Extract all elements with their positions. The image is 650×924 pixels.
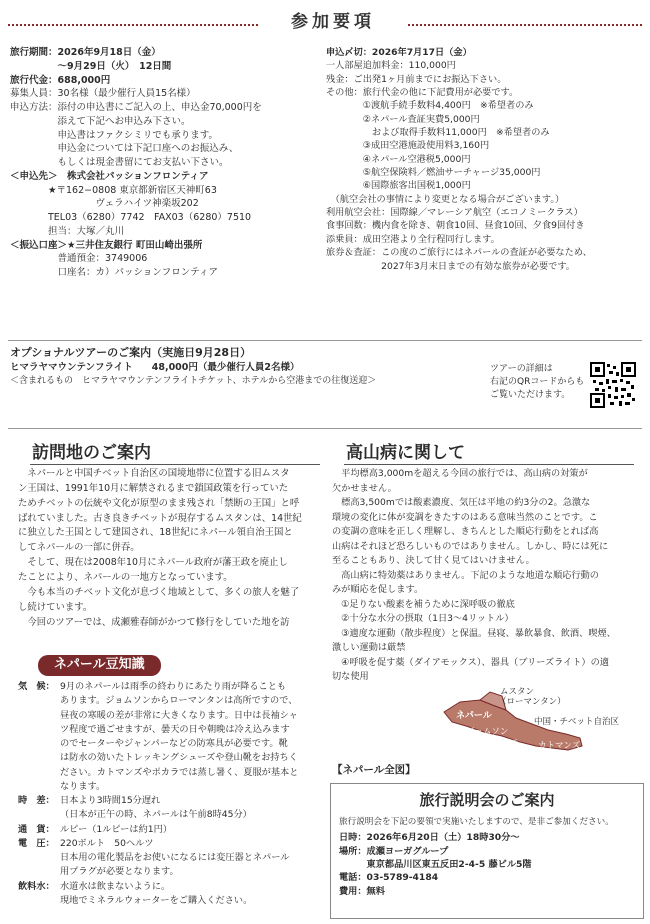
- trivia-key: 時 差：: [18, 795, 55, 806]
- trivia-text: なります。: [60, 780, 106, 792]
- trivia-text: のでセーターやジャンパーなどの防寒具が必要です。靴: [60, 738, 288, 749]
- briefing-intro: 旅行説明会を下記の要領で実施いたしますので、是非ご参加ください。: [339, 816, 614, 827]
- trivia-text: 現地でミネラルウォーターをご購入ください。: [60, 894, 253, 906]
- trivia-text: は防水の効いたトレッキングシューズや登山靴をお持ちく: [60, 752, 298, 764]
- detail-line: 旅行代金：688,000円: [10, 74, 111, 86]
- detail-line: ②ネパール査証実費5,000円: [326, 113, 480, 125]
- map-label-pokhara: ポカラ: [494, 739, 520, 749]
- divider: [8, 428, 642, 429]
- visit-body: [18, 467, 334, 630]
- map-label-kathmandu: カトマンズ: [538, 741, 581, 751]
- map-label-china: 中国・チベット自治区: [534, 717, 620, 727]
- trivia-text: ルピー（1ルピーは約1円）: [60, 823, 173, 835]
- optional-note: [490, 363, 590, 402]
- detail-line: ＜申込先＞ 株式会社パッションフロンティア: [10, 170, 209, 182]
- qr-code[interactable]: [590, 362, 636, 408]
- altitude-line: ③適度な運動（散歩程度）と保温。昼寝、暴飲暴食、飲酒、喫煙、: [332, 627, 616, 639]
- trivia-key: 電 圧：: [18, 837, 55, 849]
- visit-line: ばれていました。古き良きチベットが現存するムスタンは、14世紀: [18, 512, 302, 524]
- detail-line: 旅行期間：2026年9月18日（金）: [10, 47, 161, 58]
- trivia-value: [60, 880, 252, 909]
- visit-line: し続けています。: [18, 601, 93, 613]
- trivia-row: [18, 823, 318, 837]
- visit-title: 訪問地のご案内: [32, 443, 151, 463]
- briefing-details: [339, 831, 643, 898]
- optional-line: ＜含まれるもの ヒマラヤマウンテンフライトチケット、ホテルから空港までの往復送迎＞: [10, 375, 377, 386]
- detail-line: （航空会社の事情により変更となる場合がございます。）: [326, 193, 565, 205]
- detail-line: および取得手数料11,000円 ※希望者のみ: [326, 127, 550, 139]
- detail-line: 口座名：カ）パッションフロンティア: [10, 267, 219, 279]
- detail-line: ④ネパール空港税5,000円: [326, 153, 471, 165]
- trivia-value: [60, 794, 252, 823]
- trivia-key: 飲料水：: [18, 880, 55, 892]
- detail-line: 〜9月29日（火） 12日間: [10, 60, 172, 72]
- briefing-line: 費用：無料: [339, 885, 385, 897]
- detail-line: 募集人員：30名様（最少催行人員15名様）: [10, 88, 196, 100]
- map-label-jomsom: ジョムソン: [466, 727, 509, 737]
- altitude-line: ②十分な水分の摂取（1日3〜4リットル）: [332, 613, 514, 625]
- trivia-value: [60, 837, 289, 880]
- altitude-line: 標高3,500mでは酸素濃度、気圧は平地の約3分の2。急激な: [332, 497, 591, 509]
- trivia-text: 日本用の電化製品をお使いになるには変圧器とネパール: [60, 852, 290, 863]
- trivia-text: あります。ジョムソンからローマンタンは高所ですので、: [60, 695, 298, 707]
- detail-line: ③成田空港施設使用料3,160円: [326, 140, 490, 152]
- detail-line: 旅券＆査証：この度のご旅行にはネパールの査証が必要なため、: [326, 247, 592, 259]
- detail-line: TEL03（6280）7742 FAX03（6280）7510: [10, 212, 252, 224]
- trivia-text: 220ボルト 50ヘルツ: [60, 837, 154, 849]
- trivia-text: 日本より3時間15分遅れ: [60, 795, 161, 806]
- altitude-line: の変調の意味を正しく理解し、きちんとした順応行動をとれば高: [332, 526, 599, 538]
- visit-line: 今回のツアーでは、成瀬雅春師がかつて修行をしていた地を訪: [18, 616, 290, 628]
- divider: [8, 340, 642, 341]
- detail-line: 添えて下記へお申込み下さい。: [10, 115, 191, 127]
- detail-line: 申込方法：添付の申込書にご記入の上、申込金70,000円を: [10, 102, 262, 114]
- altitude-line: 欠かせません。: [332, 482, 397, 494]
- altitude-line: 切な使用: [332, 671, 369, 683]
- detail-line: ①渡航手続手数料4,400円 ※希望者のみ: [326, 100, 534, 112]
- briefing-line: 東京都品川区東五反田2-4-5 藤ビル5階: [339, 858, 532, 870]
- detail-line: 利用航空会社：国際線／マレーシア航空（エコノミークラス）: [326, 207, 583, 219]
- briefing-line: 日時：2026年6月20日（土）18時30分〜: [339, 832, 520, 844]
- altitude-line: ④呼吸を促す薬（ダイアモックス）、器具（ブリーズライト）の適: [332, 656, 609, 668]
- trivia-value: [60, 680, 298, 794]
- detail-line: 申込書はファクシミリでも承ります。: [10, 129, 219, 141]
- map-label-loman: （ローマンタン）: [498, 697, 566, 707]
- map-label-mustang: ムスタン: [500, 687, 535, 697]
- map-label-nepal: ネパール: [456, 711, 492, 721]
- visit-line: してネパールの一部に併吞。: [18, 542, 140, 554]
- trivia-value: [60, 823, 172, 837]
- trivia-text: 9月のネパールは雨季の終わりにあたり雨が降ることも: [60, 681, 287, 692]
- trivia-row: [18, 794, 318, 823]
- visit-line: 今も本当のチベット文化が息づく地域として、多くの旅人を魅了: [18, 586, 300, 598]
- detail-line: 2027年3月末日までの有効な旅券が必要です。: [326, 260, 575, 272]
- optional-title: オプショナルツアーのご案内（実施日9月28日）: [10, 346, 252, 359]
- note-line: ご覧いただけます。: [490, 390, 571, 401]
- trivia-row: [18, 880, 318, 909]
- trivia-key: 通 貨：: [18, 823, 55, 835]
- detail-line: ★〒162−0808 東京都新宿区天神町63: [10, 184, 217, 196]
- trivia-text: 昼夜の寒暖の差が非常に大きくなります。日中は長袖シャ: [60, 709, 298, 721]
- trivia-title: ネパール豆知識: [38, 655, 161, 676]
- visit-line: ためチベットの伝統や文化が原型のまま残され「禁断の王国」と呼: [18, 497, 300, 509]
- detail-line: 残金：ご出発1ヶ月前までにお振込下さい。: [326, 73, 507, 85]
- optional-line: ヒマラヤマウンテンフライト 48,000円（最少催行人員2名様）: [10, 361, 300, 373]
- briefing-title: 旅行説明会のご案内: [419, 791, 555, 809]
- trivia-text: 用プラグが必要となります。: [60, 866, 179, 878]
- briefing-line: 電話：03-5789-4184: [339, 872, 439, 884]
- visit-line: に独立した王国として建国され、18世紀にネパール領自治王国と: [18, 527, 293, 539]
- detail-line: ＜振込口座＞★三井住友銀行 町田山崎出張所: [10, 239, 203, 251]
- visit-line: たことにより、ネパールの一地方となっています。: [18, 572, 233, 584]
- visit-line: ネパールと中国チベット自治区の国境地帯に位置する旧ムスタ: [18, 468, 290, 479]
- trivia-text: ださい。カトマンズやポカラでは蒸し暑く、夏服が基本と: [60, 766, 299, 778]
- nepal-map: [440, 680, 644, 762]
- detail-line: ヴェラハイツ神楽坂202: [10, 198, 199, 210]
- visit-line: ン王国は、1991年10月に解禁されるまで鎖国政策を行っていた: [18, 482, 289, 494]
- trivia-text: （日本が正午の時、ネパールは午前8時45分）: [60, 809, 252, 821]
- trivia-text: ツ程度で過ごせますが、曇天の日や朝晩は冷え込みます: [60, 723, 290, 735]
- altitude-line: みが順応を促します。: [332, 584, 424, 596]
- altitude-underline: [344, 464, 634, 465]
- detail-line: 普通預金：3749006: [10, 253, 148, 265]
- detail-line: 一人部屋追加料金：110,000円: [326, 60, 456, 72]
- detail-line: 申込〆切：2026年7月17日（金）: [326, 47, 472, 58]
- detail-line: ⑥国際旅客出国税1,000円: [326, 180, 471, 192]
- note-line: 右記のQRコードからも: [490, 377, 585, 388]
- header: [8, 10, 642, 40]
- visit-line: そして、現在は2008年10月にネパール政府が藩王政を廃止し: [18, 557, 288, 569]
- detail-line: 添乗員：成田空港より全行程同行します。: [326, 233, 500, 245]
- altitude-title: 高山病に関して: [346, 443, 465, 463]
- left-details: [10, 46, 330, 280]
- briefing-box: [330, 783, 644, 919]
- altitude-line: ①足りない酸素を補うために深呼吸の徹底: [332, 598, 515, 610]
- altitude-line: 平均標高3,000mを超える今回の旅行では、高山病の対策が: [332, 468, 588, 479]
- detail-line: もしくは現金書留にてお支払い下さい。: [10, 157, 229, 169]
- altitude-line: 山病はそれほど恐ろしいものではありません。しかし、時には死に: [332, 540, 609, 552]
- altitude-line: 激しい運動は厳禁: [332, 642, 406, 654]
- detail-line: 食事回数：機内食を除き、朝食10回、昼食10回、夕食9回付き: [326, 220, 585, 232]
- detail-line: ⑤航空保険料／燃油サーチャージ35,000円: [326, 167, 541, 179]
- altitude-line: 至ることもあり、決して甘く見てはいけません。: [332, 555, 535, 567]
- trivia-key: 気 候：: [18, 681, 55, 692]
- altitude-line: 高山病に特効薬はありません。下記のような地道な順応行動の: [332, 569, 599, 581]
- detail-line: 担当：大塚／丸川: [10, 225, 125, 237]
- trivia-row: [18, 837, 318, 880]
- altitude-body: [332, 467, 644, 685]
- note-line: ツアーの詳細は: [490, 364, 553, 374]
- page-title: 参加要項: [258, 10, 408, 35]
- trivia-text: 水道水は飲まないように。: [60, 880, 171, 892]
- detail-line: その他：旅行代金の他に下記費用が必要です。: [326, 87, 519, 99]
- optional-tour: [10, 345, 480, 388]
- visit-underline: [30, 464, 320, 465]
- trivia-row: [18, 680, 318, 794]
- trivia-list: [18, 680, 318, 908]
- altitude-line: 環境の変化に体が変調をきたすのはある意味当然のことです。こ: [332, 511, 598, 523]
- detail-line: 申込金については下記口座へのお振込み、: [10, 143, 239, 155]
- briefing-line: 場所：成瀬ヨーガグループ: [339, 845, 449, 857]
- map-caption: 【ネパール全図】: [332, 764, 416, 776]
- right-details: [326, 46, 644, 273]
